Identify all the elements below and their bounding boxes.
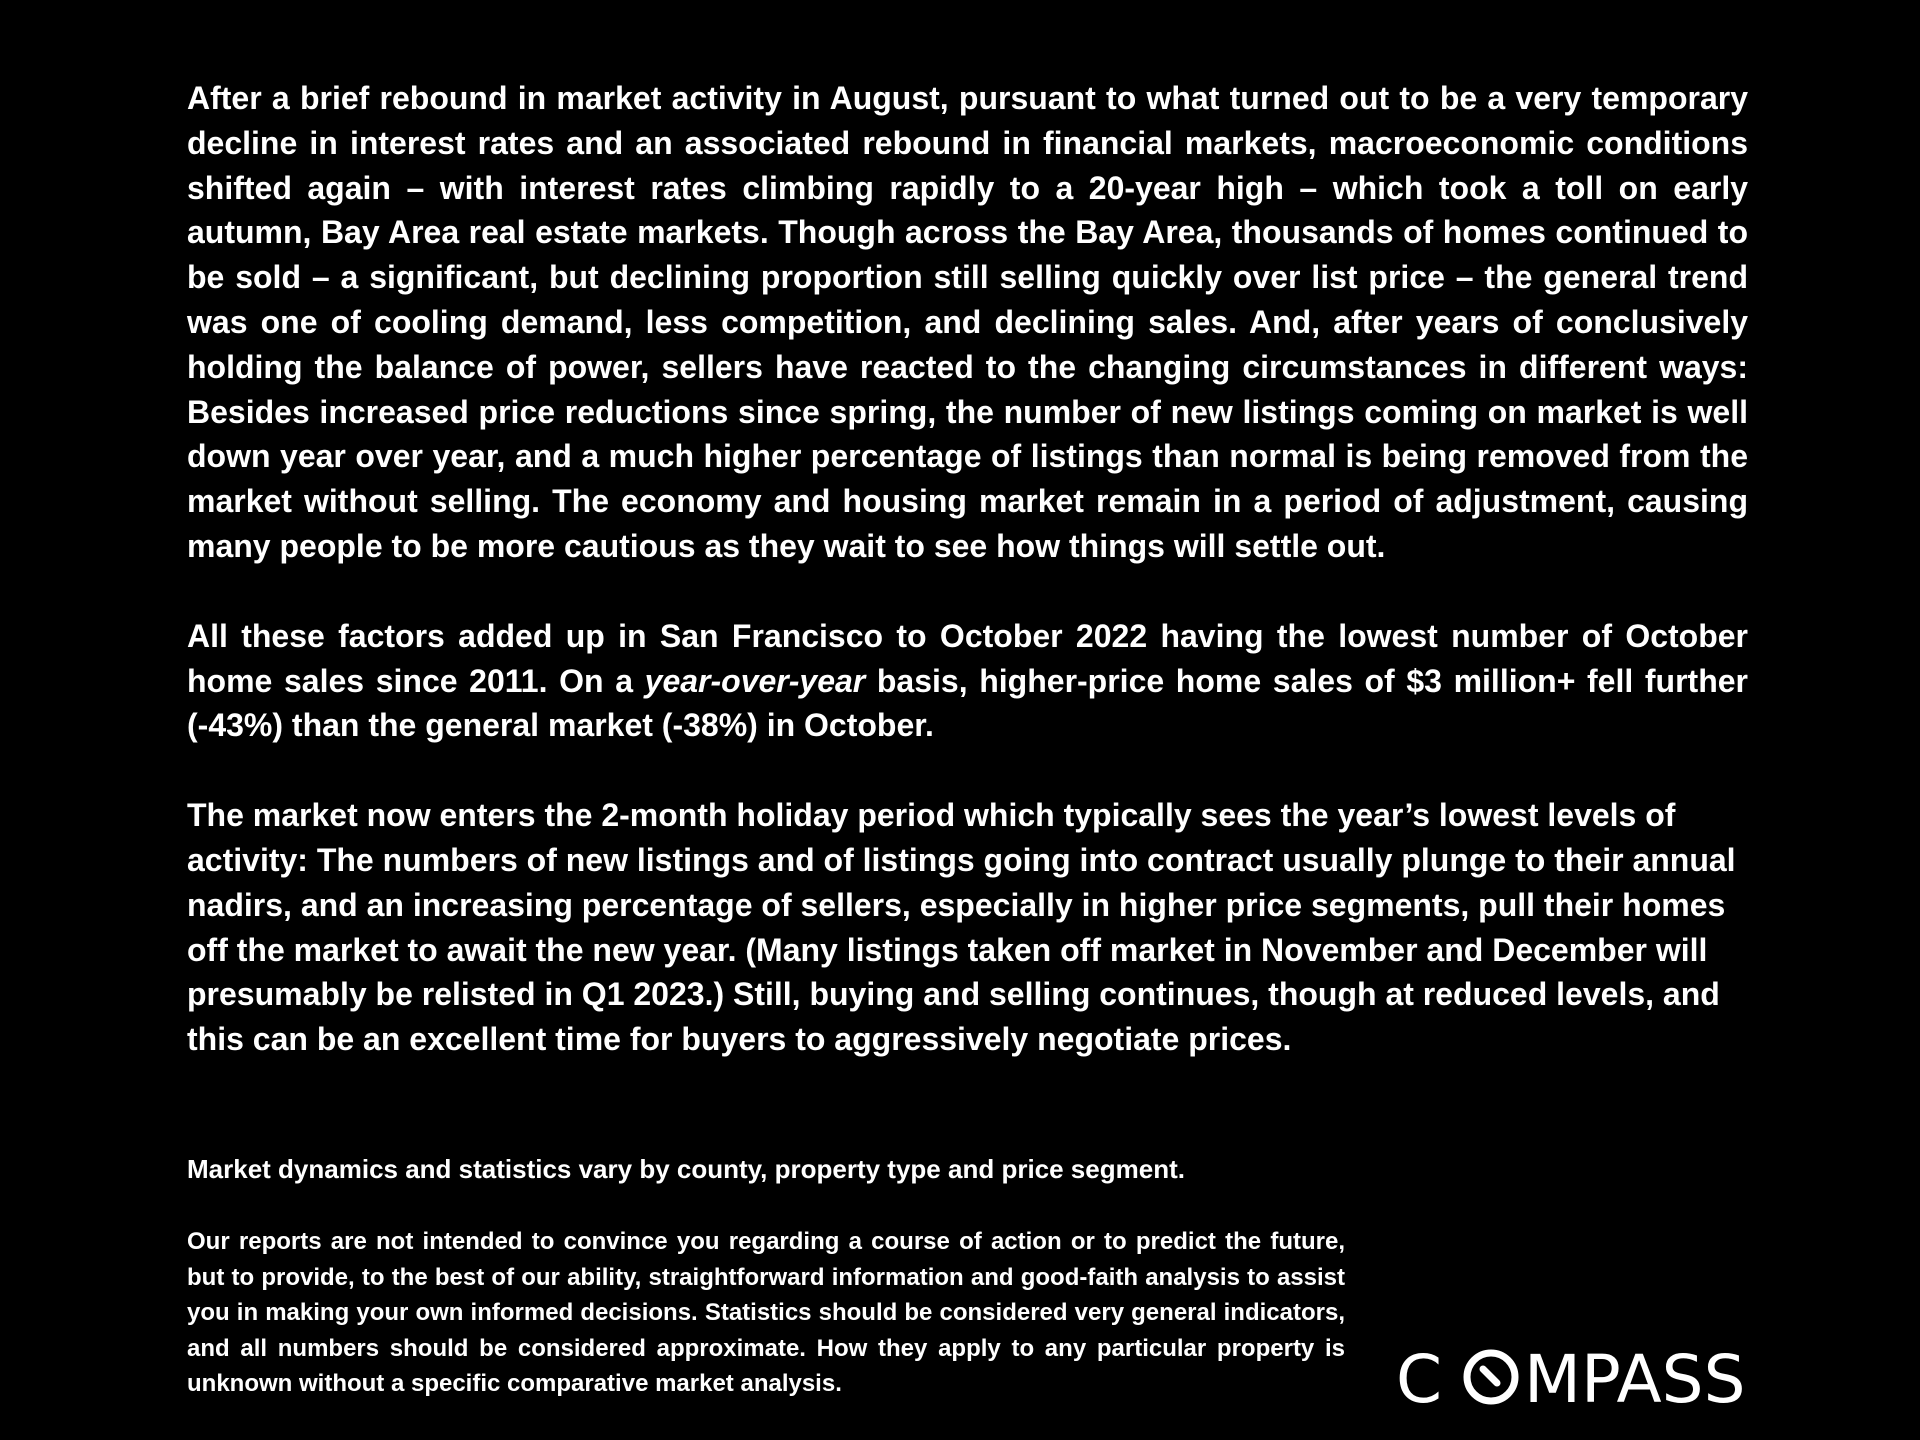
paragraph-market-overview: After a brief rebound in market activity in August, pursuant to what turned out to be a very temporary decline in interest rates and an associated rebound in financial markets, macroeconomic conditions shifted again – with interest rates climbing rapidly to a 20-year high – which took a toll on early autumn, Bay Area real estate markets. Though across the Bay Area, thousands of homes continued to be sold – a significant, but declining proportion still selling quickly over list price – the general trend was one of cooling demand, less competition, and declining sales. And, after years of conclusively holding the balance of power, sellers have reacted to the changing circumstances in different ways: Besides increased price reductions since spring, the number of new listings coming on market is well down year over year, and a much higher percentage of listings than normal is being removed from the market without selling. The economy and housing market remain in a period of adjustment, causing many people to be more cautious as they wait to see how things will settle out. <box>187 80 1748 564</box>
disclaimer-text: Our reports are not intended to convince you regarding a course of action or to predict the future, but to provide, to the best of our ability, straightforward information and good-faith analysis to assist you in making your own informed decisions. Statistics should be considered very general indicators, and all numbers should be considered approximate. How they apply to any particular property is unknown without a specific comparative market analysis. <box>187 1228 1345 1397</box>
paragraph-sf-text-end: basis, higher-price home sales of $3 million+ fell further (-43%) than the general market (-38%) in October. <box>187 662 1748 744</box>
compass-logo <box>1396 1344 1796 1408</box>
market-commentary <box>187 76 1748 1062</box>
paragraph-sf-text-start: All these factors added up in San Francisco to October 2022 having the lowest number of October home sales since 2011. On a <box>187 617 1748 699</box>
market-dynamics-note: Market dynamics and statistics vary by county, property type and price segment. <box>187 1154 1185 1184</box>
compass-o-icon <box>1467 1353 1515 1401</box>
compass-logo-letter-c: C <box>1396 1344 1443 1408</box>
compass-logo-letters: MPASS <box>1524 1344 1746 1408</box>
paragraph-holiday-outlook: The market now enters the 2-month holiday period which typically sees the year’s lowest levels of activity: The numbers of new listings and of listings going into contract usually plunge to their annual nadirs, and an increasing percentage of sellers, especially in higher price segments, pull their homes off the market to await the new year. (Many listings taken off market in November and December will presumably be relisted in Q1 2023.) Still, buying and selling continues, though at reduced levels, and this can be an excellent time for buyers to aggressively negotiate prices. <box>187 797 1736 1058</box>
paragraph-sf-italic: year-over-year <box>644 662 866 699</box>
paragraph-san-francisco-sales <box>187 614 1748 748</box>
